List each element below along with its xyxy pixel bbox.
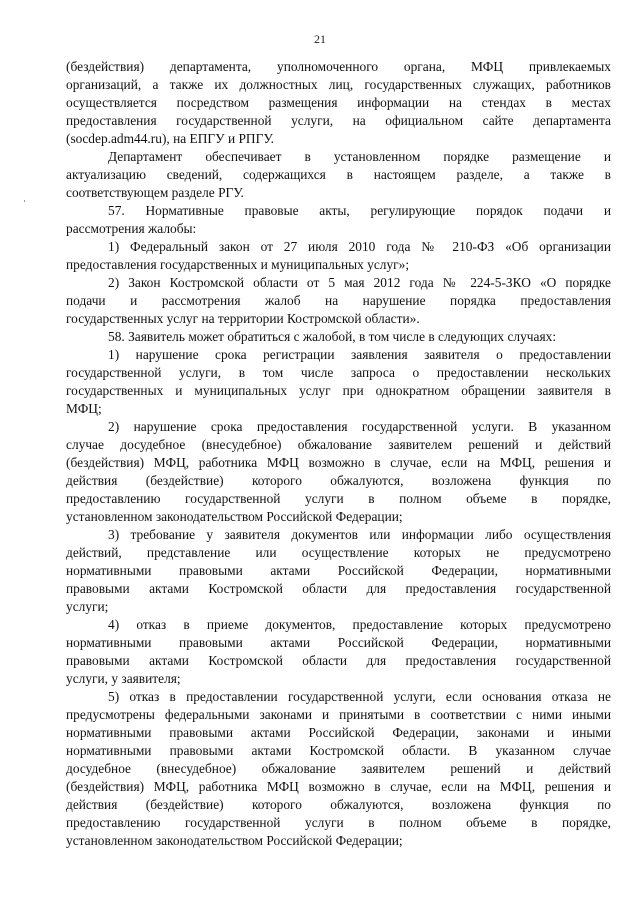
text-line: организаций, а также их должностных лиц, государственных служащих, работников (66, 77, 611, 92)
text-line: рассмотрения жалобы: (66, 221, 197, 236)
text-line: 2) Закон Костромской области от 5 мая 2012 года № 224-5-ЗКО «О порядке (108, 275, 611, 290)
text-line: государственной услуги, в том числе запроса о предоставлении нескольких (66, 365, 611, 380)
text-line: нормативными правовыми актами Российской Федерации, нормативными (66, 635, 611, 650)
text-line: подачи и рассмотрения жалоб на нарушение порядка предоставления (66, 293, 611, 308)
text-line: 1) Федеральный закон от 27 июля 2010 года № 210-ФЗ «Об организации (108, 239, 611, 254)
text-line: нормативными правовыми актами Российской Федерации, законами и иными (66, 725, 611, 740)
text-line: предусмотрены федеральными законами и принятыми в соответствии с ними иными (66, 707, 611, 722)
text-line: 57. Нормативные правовые акты, регулирующие порядок подачи и (108, 203, 611, 218)
scan-artifact (24, 200, 25, 202)
text-line: МФЦ; (66, 401, 102, 416)
document-body (66, 58, 611, 850)
text-line: 58. Заявитель может обратиться с жалобой, в том числе в следующих случаях: (108, 329, 557, 344)
text-line: (socdep.adm44.ru), на ЕПГУ и РПГУ. (66, 131, 274, 146)
text-line: действия (бездействие) которого обжалуются, возложена функция по (66, 797, 611, 812)
text-line: досудебное (внесудебное) обжалование заявителем решений и действий (66, 761, 611, 776)
page-number: 21 (314, 32, 326, 46)
text-line: действий, представление или осуществление которых не предусмотрено (66, 545, 611, 560)
text-line: правовыми актами Костромской области для предоставления государственной (66, 653, 611, 668)
text-line: 2) нарушение срока предоставления государственной услуги. В указанном (108, 419, 611, 434)
text-line: соответствующем разделе РГУ. (66, 185, 244, 200)
text-line: государственных услуг на территории Костромской области». (66, 311, 420, 326)
text-line: 3) требование у заявителя документов или информации либо осуществления (108, 527, 611, 542)
text-line: предоставлению государственной услуги в полном объеме в порядке, (66, 815, 611, 830)
text-line: установленном законодательством Российской Федерации; (66, 509, 403, 524)
text-line: нормативными правовыми актами Российской Федерации, нормативными (66, 563, 611, 578)
text-line: актуализацию сведений, содержащихся в настоящем разделе, а также в (66, 167, 611, 182)
text-line: правовыми актами Костромской области для предоставления государственной (66, 581, 611, 596)
text-line: нормативными правовыми актами Костромской области. В указанном случае (66, 743, 611, 758)
text-line: (бездействия) департамента, уполномоченного органа, МФЦ привлекаемых (66, 59, 611, 74)
text-line: 5) отказ в предоставлении государственной услуги, если основания отказа не (108, 689, 611, 704)
text-line: 1) нарушение срока регистрации заявления заявителя о предоставлении (108, 347, 611, 362)
text-line: Департамент обеспечивает в установленном порядке размещение и (108, 149, 611, 164)
text-line: (бездействия) МФЦ, работника МФЦ возможно в случае, если на МФЦ, решения и (66, 455, 611, 470)
text-line: услуги, у заявителя; (66, 671, 181, 686)
text-line: государственных и муниципальных услуг при однократном обращении заявителя в (66, 383, 611, 398)
text-line: осуществляется посредством размещения информации на стендах в местах (66, 95, 611, 110)
text-line: предоставления государственной услуги, на официальном сайте департамента (66, 113, 611, 128)
text-line: действия (бездействие) которого обжалуются, возложена функция по (66, 473, 611, 488)
text-line: 4) отказ в приеме документов, предоставление которых предусмотрено (108, 617, 611, 632)
text-line: предоставления государственных и муниципальных услуг»; (66, 257, 410, 272)
text-line: предоставлению государственной услуги в полном объеме в порядке, (66, 491, 611, 506)
text-line: случае досудебное (внесудебное) обжалование заявителем решений и действий (66, 437, 611, 452)
text-line: установленном законодательством Российской Федерации; (66, 833, 403, 848)
text-line: (бездействия) МФЦ, работника МФЦ возможно в случае, если на МФЦ, решения и (66, 779, 611, 794)
text-line: услуги; (66, 599, 109, 614)
